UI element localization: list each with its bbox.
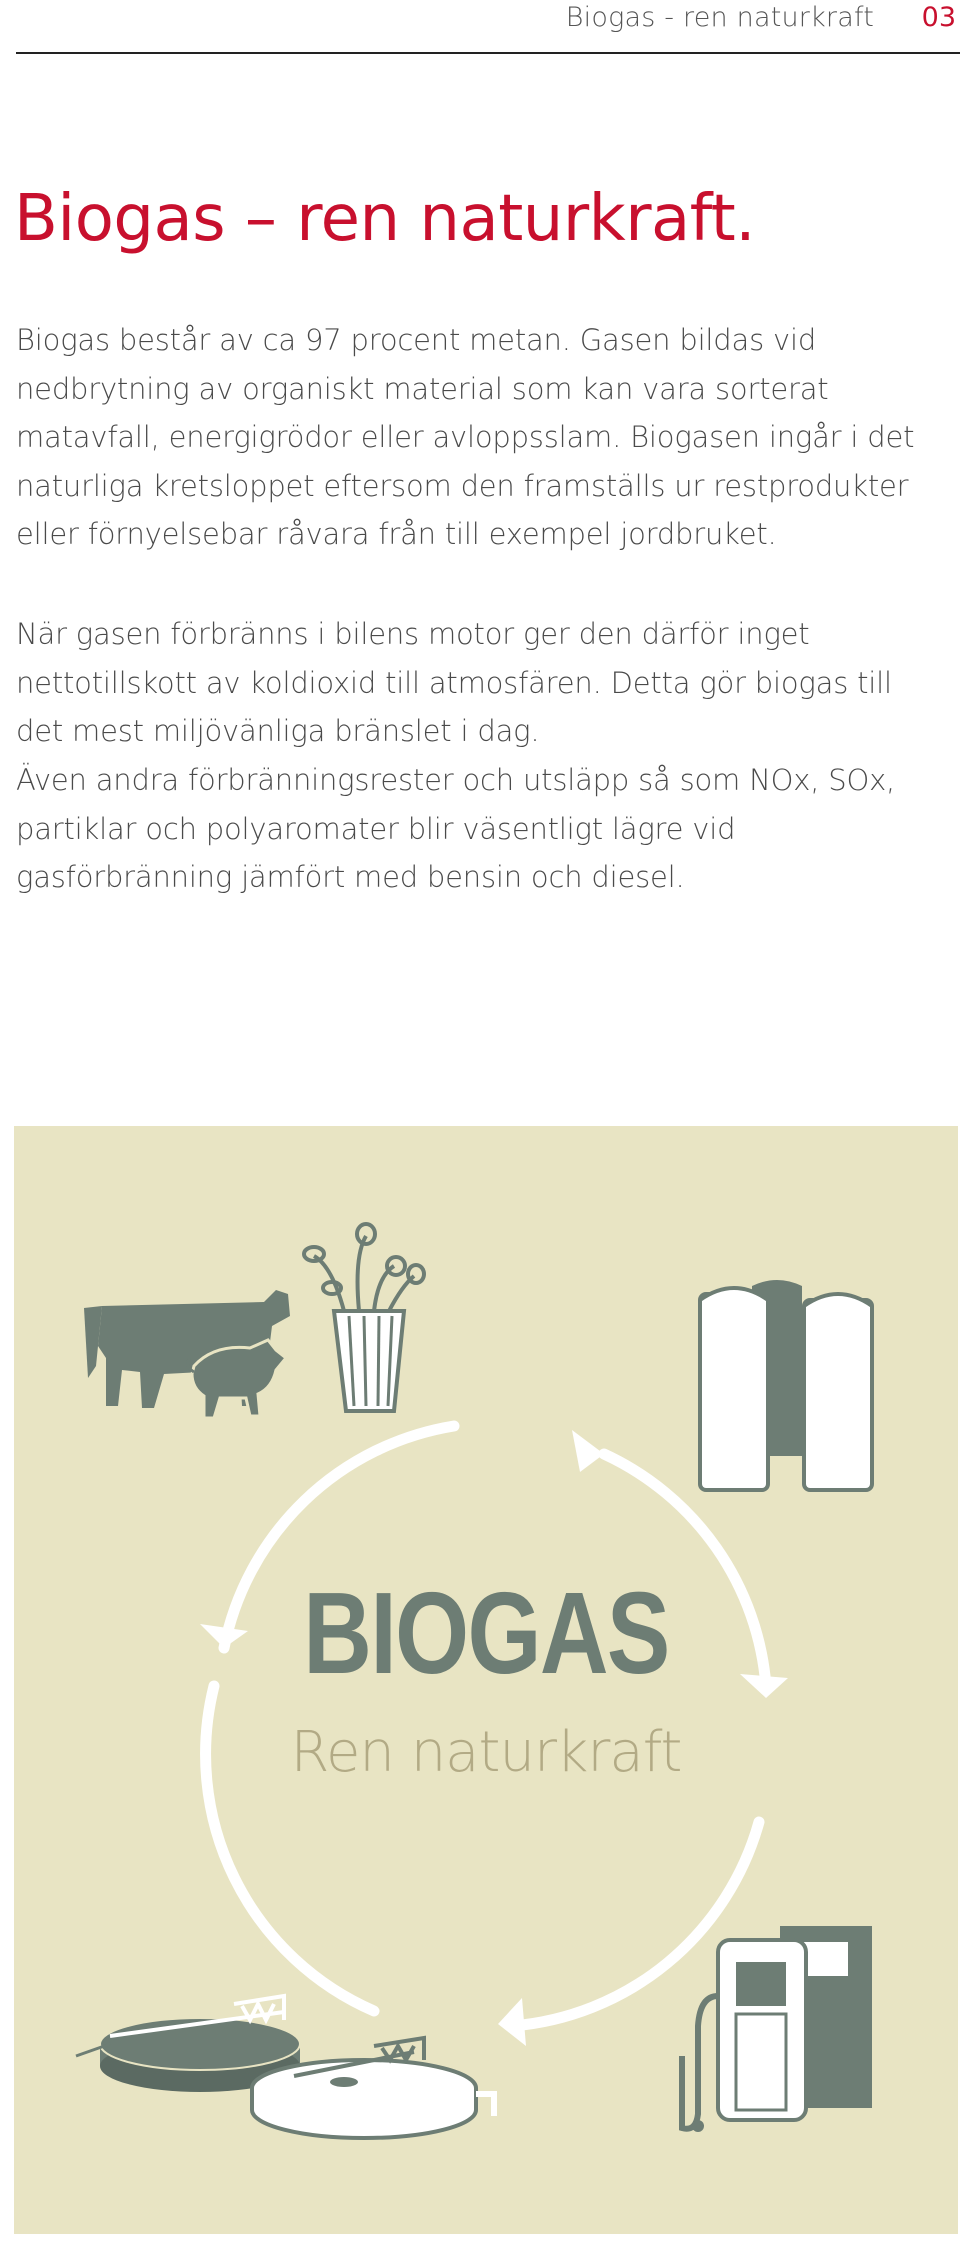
page-number: 03 <box>921 2 956 33</box>
gas-storage-tanks-icon <box>700 1280 872 1490</box>
page-title: Biogas – ren naturkraft. <box>14 182 756 256</box>
cow-pig-icon <box>84 1290 290 1418</box>
running-header <box>16 0 960 54</box>
header-title: Biogas - ren naturkraft <box>565 2 874 33</box>
paragraph-intro: Biogas består av ca 97 procent metan. Gasen bildas vid nedbrytning av organiskt material som kan vara sorterat matavfall, energigrödor eller avloppsslam. Biogasen ingår i det naturliga kretsloppet eftersom den framställs ur restprodukter eller förnyelsebar råvara från till exempel jordbruket. <box>16 323 915 551</box>
paragraph-emissions: När gasen förbränns i bilens motor ger den därför inget nettotillskott av koldioxid till atmosfären. Detta gör biogas till det mest miljövänliga bränslet i dag. <box>16 617 892 748</box>
sewage-treatment-icon <box>76 1996 494 2138</box>
fuel-pump-icon <box>682 1926 872 2132</box>
plant-waste-bin-icon <box>304 1224 424 1411</box>
infographic-subtitle: Ren naturkraft <box>290 1720 682 1785</box>
paragraph-pollutants: Även andra förbränningsrester och utsläpp så som NOx, SOx, partiklar och polyaromater blir väsentligt lägre vid gasförbränning jämfört med bensin och diesel. <box>16 763 896 894</box>
biogas-infographic <box>14 1126 958 2234</box>
infographic-headline: BIOGAS <box>303 1568 669 1698</box>
